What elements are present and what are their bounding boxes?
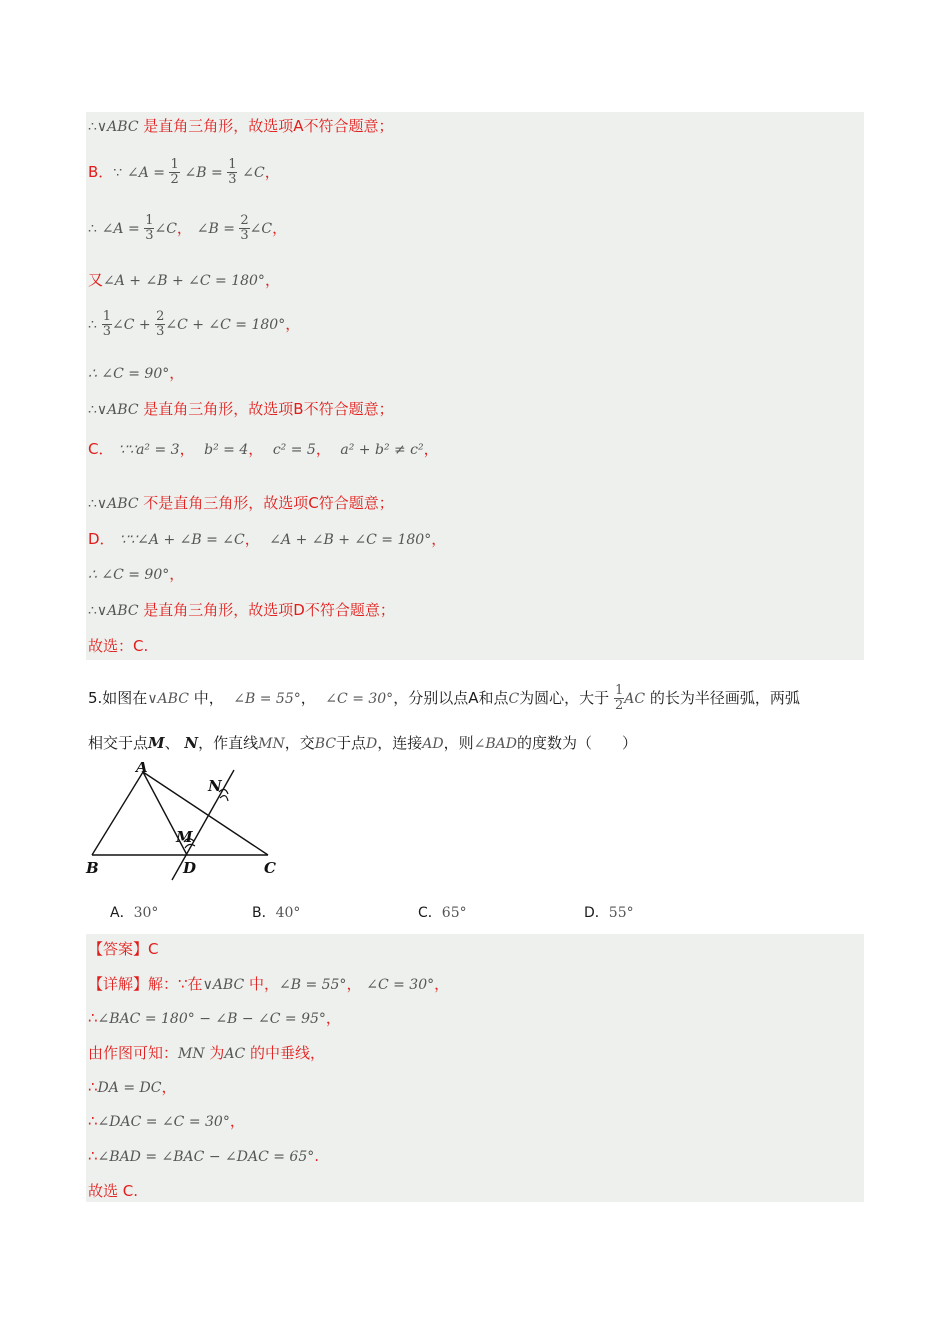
solution-line-1: ∴∨ABC 是直角三角形，故选项A不符合题意； [88, 117, 394, 135]
fraction: $\frac{2}{3}$ [240, 213, 249, 243]
label-c: C [264, 859, 276, 877]
label-d: D [183, 859, 197, 877]
solution-conclusion: 故选：C. [88, 637, 149, 655]
label-b: B [86, 859, 99, 877]
solution-box [86, 112, 864, 660]
solution-line-7: ∴∨ABC 是直角三角形，故选项B不符合题意； [88, 400, 394, 418]
option-b[interactable]: B．40° [252, 905, 301, 921]
option-d[interactable]: D．55° [584, 905, 634, 921]
solution-line-12: ∴∨ABC 是直角三角形，故选项D不符合题意； [88, 601, 395, 619]
fraction: $\frac{1}{3}$ [102, 309, 111, 339]
label-n: N [208, 777, 222, 795]
detail-line-1: 【详解】解：∵在∨ABC 中，∠B = 55°， ∠C = 30°， [88, 975, 450, 993]
option-c[interactable]: C．65° [418, 905, 467, 921]
solution-line-2: B．∵ ∠A = $\frac{1}{2}$ ∠B = $\frac{1}{3}$ ∠C， [88, 157, 280, 187]
question-line-1: 5.如图在∨ABC 中， ∠B = 55°， ∠C = 30°，分别以点A和点C为圆心，大于 $\frac{1}{2}$ AC 的长为半径画弧，两弧 [88, 683, 800, 713]
solution-line-5: ∴ $\frac{1}{3}$ ∠C + $\frac{2}{3}$ ∠C + ∠C = 180°， [88, 309, 301, 339]
arc-n2 [220, 796, 228, 801]
detail-line-2: ∴∠BAC = 180° − ∠B − ∠C = 95°， [88, 1009, 341, 1027]
label-m: M [176, 828, 193, 846]
solution-line-8: C． ∵∵a² = 3， b² = 4， c² = 5， a² + b² ≠ c²， [88, 440, 439, 458]
solution-line-10: D． ∵∵∠A + ∠B = ∠C， ∠A + ∠B + ∠C = 180°， [88, 530, 447, 548]
line-mn [172, 770, 234, 880]
solution-line-4: 又∠A + ∠B + ∠C = 180°， [88, 271, 280, 289]
detail-line-3: 由作图可知：MN 为AC 的中垂线， [88, 1044, 325, 1062]
fraction: $\frac{1}{2}$ [170, 157, 179, 187]
solution-line-6: ∴ ∠C = 90°， [88, 364, 185, 382]
detail-line-4: ∴DA = DC， [88, 1078, 177, 1096]
segment-ac [143, 772, 268, 855]
triangle-figure [80, 762, 290, 882]
detail-line-5: ∴∠DAC = ∠C = 30°， [88, 1112, 245, 1130]
solution-line-11: ∴ ∠C = 90°， [88, 565, 185, 583]
question-line-2: 相交于点M、 N，作直线MN，交BC于点D，连接AD，则∠BAD的度数为（ ） [88, 734, 638, 752]
fraction: $\frac{1}{3}$ [228, 157, 237, 187]
detail-line-6: ∴∠BAD = ∠BAC − ∠DAC = 65°. [88, 1147, 320, 1165]
solution-line-9: ∴∨ABC 不是直角三角形，故选项C符合题意； [88, 494, 394, 512]
solution-line-3: ∴ ∠A = $\frac{1}{3}$ ∠C， ∠B = $\frac{2}{3}$ ∠C， [88, 213, 288, 243]
fraction: $\frac{2}{3}$ [156, 309, 165, 339]
label-a: A [136, 762, 148, 776]
answer-line: 【答案】C [88, 940, 159, 958]
fraction: $\frac{1}{3}$ [145, 213, 154, 243]
detail-conclusion: 故选 C. [88, 1182, 139, 1200]
segment-ab [92, 772, 143, 855]
option-a[interactable]: A．30° [110, 905, 159, 921]
fraction: $\frac{1}{2}$ [614, 683, 624, 713]
